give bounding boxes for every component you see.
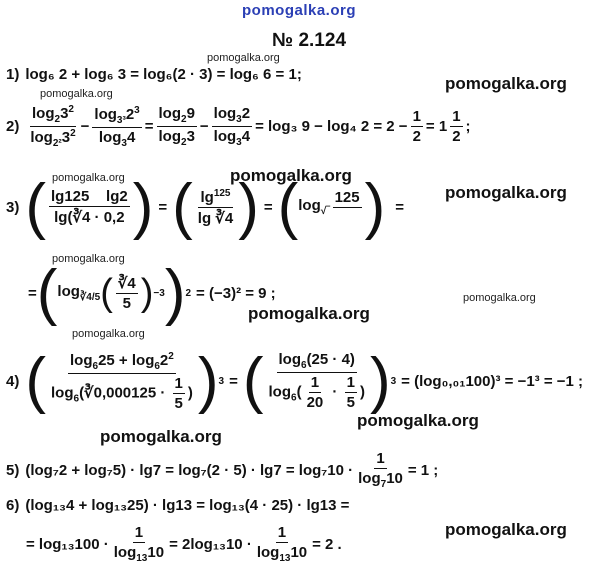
equation-text: = log₁₃100 ·: [26, 535, 109, 553]
fraction: $\frac{∛4}{5}$: [117, 275, 136, 312]
item-number: 6): [6, 497, 20, 514]
watermark-small: pomogalka.org: [52, 253, 125, 265]
equation-text: = log₃ 9 − log₄ 2 = 2 −: [255, 118, 408, 135]
site-watermark-top: pomogalka.org: [242, 2, 357, 19]
watermark-big: pomogalka.org: [100, 427, 222, 446]
fraction: $\frac{\lg^{125}}{\lg ∛4}$: [197, 187, 234, 227]
item-number: 2): [6, 118, 20, 135]
equation-4: 4) ( $\log_625 + \log_62^2$ $\log_6(∛0,000125$ · $\frac{1}{5}$ ) ) 3 = ( $\log_6(25 \cdot 4)$ $\log_6$( $\frac{1}{20}$ · $\frac{1}{5}$ ) ) 3 = (log₀,₀₁100)³ = −1³ = −1 ;: [6, 346, 584, 415]
fraction: 125: [334, 188, 360, 206]
item-number: 5): [6, 461, 20, 479]
fraction: $\frac{\log_32}{\log_34}$: [213, 105, 251, 148]
watermark-small: pomogalka.org: [52, 172, 125, 184]
item-number: 3): [6, 198, 20, 216]
equation-3-continued: = ( $\log_{∛4/5}$ ( $\frac{∛4}{5}$ ) −3 ) 2 = (−3)² = 9 ;: [28, 258, 276, 327]
watermark-small: pomogalka.org: [463, 292, 536, 304]
equals-sign: =: [395, 198, 405, 216]
equation-2: 2) $\frac{\log_23^2}{\log_{2^2}3^2}$ − $\frac{\log_{3^3}2^3}{\log_34}$ = $\frac{\log_29}{\log_23}$ − $\frac{\log_32}{\log_34}$ = log₃ 9 − log₄ 2 = 2 − $\frac{1}{2}$ = 1 $\frac{1}{2}$ ;: [6, 104, 471, 149]
item-number: 1): [6, 66, 20, 83]
equation-text: = (−3)² = 9 ;: [196, 284, 276, 302]
fraction: $\frac{1}{\log_{13}10}$: [256, 524, 308, 564]
watermark-big: pomogalka.org: [248, 304, 370, 323]
fraction: $\frac{\log_29}{\log_23}$: [158, 105, 195, 148]
equation-text: (log₇2 + log₇5) · lg7 = log₇(2 · 5) · lg7 = log₇10 ·: [25, 461, 354, 479]
equation-5: [6, 450, 438, 490]
equation-text: = (log₀,₀₁100)³ = −1³ = −1 ;: [401, 372, 584, 390]
equation-text: (log₁₃4 + log₁₃25) · lg13 = log₁₃(4 · 25) · lg13 =: [25, 497, 350, 514]
watermark-big: pomogalka.org: [357, 411, 479, 430]
watermark-small: pomogalka.org: [40, 88, 113, 100]
equation-end: = 2 .: [312, 535, 342, 553]
equation-1: [6, 66, 302, 83]
fraction: $\frac{\log_23^2}{\log_{2^2}3^2}$: [30, 104, 76, 149]
fraction: $\log_6(25 \cdot 4)$ $\log_6$( $\frac{1}{20}$ · $\frac{1}{5}$ ): [268, 351, 365, 411]
equation-end: ;: [465, 118, 471, 135]
watermark-big: pomogalka.org: [445, 74, 567, 93]
watermark-small: pomogalka.org: [207, 52, 280, 64]
fraction: $\frac{\lg 125 \lg 2}{\lg(∛4 \cdot 0,2}$: [51, 188, 128, 226]
watermark-big: pomogalka.org: [230, 166, 352, 185]
watermark-big: pomogalka.org: [445, 520, 567, 539]
equation-text: log₆ 2 + log₆ 3 = log₆(2 · 3) = log₆ 6 = 1;: [25, 66, 302, 83]
equation-3: 3) ( $\frac{\lg 125 \lg 2}{\lg(∛4 \cdot 0,2}$ ) = ( $\frac{\lg^{125}}{\lg ∛4}$ ) = ( $\log_{√‾}$ 125 ) =: [6, 172, 405, 241]
watermark-small: pomogalka.org: [72, 328, 145, 340]
fraction: $\frac{1}{\log_{13}10}$: [113, 524, 165, 564]
item-number: 4): [6, 372, 20, 390]
fraction: $\frac{1}{2}$: [412, 108, 421, 145]
equation-6: [6, 497, 349, 514]
fraction: $\frac{\log_{3^3}2^3}{\log_34}$: [94, 104, 140, 149]
fraction: $\log_625 + \log_62^2$ $\log_6(∛0,000125$ · $\frac{1}{5}$ ): [51, 350, 193, 412]
fraction: $\frac{1}{2}$: [452, 108, 461, 145]
equation-end: = 1 ;: [407, 461, 439, 479]
equation-6-continued: [26, 524, 342, 564]
watermark-big: pomogalka.org: [445, 183, 567, 202]
equation-text: = 2log₁₃10 ·: [169, 535, 252, 553]
fraction: $\frac{1}{\log_710}$: [358, 450, 403, 490]
problem-title: № 2.124: [272, 30, 347, 51]
